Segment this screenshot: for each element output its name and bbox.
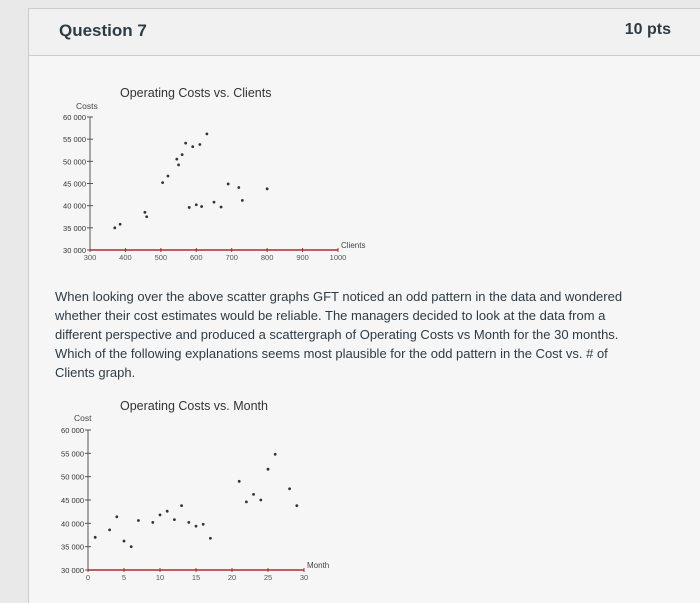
chart2-ylabel: Cost <box>74 413 92 423</box>
chart-operating-costs-vs-clients <box>50 105 380 265</box>
data-point <box>191 145 194 148</box>
data-point <box>123 540 126 543</box>
data-point <box>206 132 209 135</box>
data-point <box>259 499 262 502</box>
data-point <box>195 203 198 206</box>
data-point <box>180 504 183 507</box>
x-tick-label: 600 <box>190 253 203 262</box>
y-tick-label: 55 000 <box>61 449 84 459</box>
data-point <box>167 175 170 178</box>
data-point <box>161 181 164 184</box>
chart1-title: Operating Costs vs. Clients <box>120 86 272 100</box>
data-point <box>166 510 169 513</box>
data-point <box>241 199 244 202</box>
question-points: 10 pts <box>624 21 671 38</box>
chart2-title: Operating Costs vs. Month <box>120 399 268 413</box>
data-point <box>119 223 122 226</box>
data-point <box>238 480 241 483</box>
data-point <box>237 186 240 189</box>
x-tick-label: 5 <box>121 573 127 582</box>
data-point <box>177 163 180 166</box>
data-point <box>266 187 269 190</box>
x-tick-label: 500 <box>154 253 168 262</box>
data-point <box>115 515 118 518</box>
data-point <box>202 523 205 526</box>
data-point <box>144 211 147 214</box>
x-axis-label: Clients <box>341 241 366 250</box>
data-point <box>195 525 198 528</box>
data-point <box>151 521 154 524</box>
data-point <box>187 521 190 524</box>
y-tick-label: 45 000 <box>63 179 86 189</box>
data-point <box>145 215 148 218</box>
data-point <box>245 500 248 503</box>
question-text: When looking over the above scatter graphs GFT noticed an odd pattern in the data and wondered whether their cost estimates would be reliable. The managers decided to look at the data from a different perspective and produced a scattergraph of Operating Costs vs Month for the 30 months. Which of the following explanations seems most plausible for the odd pattern in the Cost vs. # of Clients graph. <box>55 289 623 380</box>
question-title: Question 7 <box>59 21 147 40</box>
x-tick-label: 800 <box>260 253 274 262</box>
y-tick-label: 30 000 <box>61 566 84 575</box>
x-tick-label: 0 <box>85 573 91 582</box>
x-tick-label: 300 <box>83 253 97 262</box>
y-tick-label: 30 000 <box>63 246 86 255</box>
chart-operating-costs-vs-month <box>50 418 350 583</box>
data-point <box>200 205 203 208</box>
x-axis-label: Month <box>307 561 330 570</box>
x-tick-label: 15 <box>191 573 201 582</box>
data-point <box>113 226 116 229</box>
data-point <box>288 487 291 490</box>
y-tick-label: 60 000 <box>63 113 86 122</box>
data-point <box>137 519 140 522</box>
data-point <box>227 183 230 186</box>
data-point <box>181 153 184 156</box>
x-tick-label: 25 <box>263 573 273 582</box>
y-tick-label: 35 000 <box>63 223 86 233</box>
data-point <box>295 504 298 507</box>
data-point <box>188 206 191 209</box>
y-tick-label: 40 000 <box>63 201 86 211</box>
x-tick-label: 1000 <box>329 253 347 262</box>
data-point <box>108 528 111 531</box>
y-tick-label: 45 000 <box>61 496 84 505</box>
x-tick-label: 10 <box>155 573 165 582</box>
data-point <box>173 518 176 521</box>
x-tick-label: 900 <box>296 253 309 262</box>
data-point <box>94 536 97 539</box>
data-point <box>252 493 255 496</box>
chart1-ylabel: Costs <box>76 101 98 111</box>
x-tick-label: 700 <box>225 253 238 262</box>
data-point <box>220 206 223 209</box>
data-point <box>159 514 162 517</box>
x-tick-label: 20 <box>227 573 237 582</box>
data-point <box>267 468 270 471</box>
x-tick-label: 400 <box>119 253 132 262</box>
data-point <box>184 142 187 145</box>
data-point <box>198 143 201 146</box>
y-tick-label: 60 000 <box>61 426 84 435</box>
data-point <box>209 537 212 540</box>
y-tick-label: 50 000 <box>63 157 86 167</box>
data-point <box>175 158 178 161</box>
data-point <box>130 545 133 548</box>
y-tick-label: 55 000 <box>63 135 86 145</box>
x-tick-label: 30 <box>299 573 309 582</box>
y-tick-label: 40 000 <box>61 519 84 529</box>
y-tick-label: 35 000 <box>61 542 84 552</box>
data-point <box>274 453 277 456</box>
y-tick-label: 50 000 <box>61 472 84 482</box>
question-header <box>29 9 700 56</box>
data-point <box>213 201 216 204</box>
